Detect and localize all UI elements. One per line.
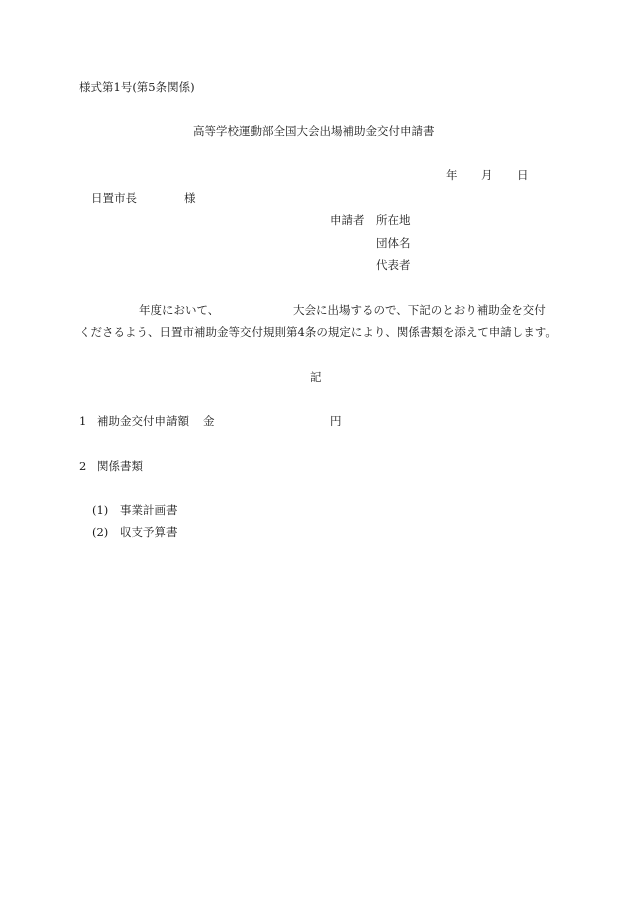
- addressee-name: 日置市長: [91, 191, 137, 205]
- date-year-label: 年: [446, 168, 458, 182]
- document-2-label: 収支予算書: [120, 525, 178, 539]
- body-text-line1-part2: 大会に出場するので、下記のとおり補助金を交付: [293, 303, 546, 317]
- item-1-label: 補助金交付申請額: [97, 414, 189, 428]
- item-2-label: 関係書類: [97, 459, 143, 473]
- item-1-amount-prefix: 金: [203, 414, 215, 428]
- item-1-amount-suffix: 円: [330, 414, 342, 428]
- item-2-number: 2: [79, 459, 87, 473]
- date-day-label: 日: [517, 168, 529, 182]
- body-text-line2: くださるよう、日置市補助金等交付規則第4条の規定により、関係書類を添えて申請します。: [79, 325, 557, 339]
- document-1-number: (1): [92, 503, 109, 517]
- applicant-label: 申請者: [330, 213, 365, 227]
- form-number: 様式第1号(第5条関係): [79, 80, 195, 94]
- applicant-address-label: 所在地: [376, 213, 411, 227]
- item-1-number: 1: [79, 414, 87, 428]
- date-month-label: 月: [481, 168, 493, 182]
- addressee-honorific: 様: [184, 191, 196, 205]
- applicant-organization-label: 団体名: [376, 236, 411, 250]
- document-title: 高等学校運動部全国大会出場補助金交付申請書: [193, 124, 435, 138]
- document-1-label: 事業計画書: [120, 503, 178, 517]
- body-text-line1-part1: 年度において、: [139, 303, 220, 317]
- document-2-number: (2): [92, 525, 109, 539]
- ki-heading: 記: [310, 370, 322, 384]
- applicant-representative-label: 代表者: [376, 258, 411, 272]
